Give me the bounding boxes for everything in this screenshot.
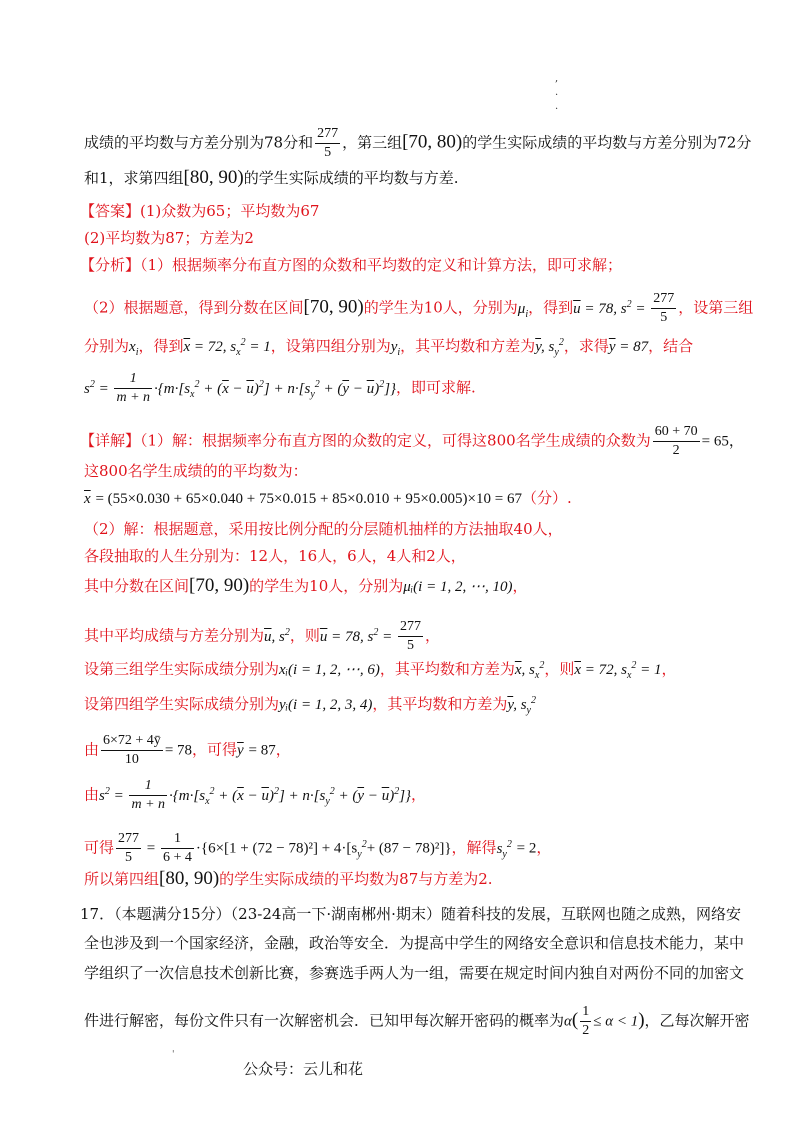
text: 件进行解密，每份文件只有一次解密机会．已知甲每次解开密码的概率为: [84, 1011, 565, 1030]
corner-marks: , . .: [555, 73, 559, 112]
text: ，第三组: [342, 133, 403, 152]
text: （1）解：根据频率分布直方图的众数的定义，可得这800名学生成绩的众数为: [140, 431, 651, 450]
interval-70-90: [70, 90): [189, 575, 250, 596]
question-line-1: [84, 125, 751, 162]
text: ，其平均数和方差为: [400, 337, 536, 355]
text: 各段抽取的人生分别为：12人，16人，6人，4人和2人，: [84, 547, 466, 565]
analysis-line-1: [80, 254, 622, 276]
analysis-label: 【分析】: [80, 256, 141, 274]
text: 其中平均成绩与方差分别为: [84, 626, 265, 645]
fraction-277-5: $\frac{277}{5}$: [317, 126, 339, 160]
text: （2）解：根据题意，采用按比例分配的分层随机抽样的方法抽取40人，: [84, 520, 563, 538]
text: 其中分数在区间: [84, 577, 190, 595]
problem-17-line-1: [80, 903, 741, 925]
text: 由: [84, 740, 100, 759]
text: 由: [84, 785, 100, 804]
mean-formula: = (55×0.030 + 65×0.040 + 75×0.015 + 85×0.010 + 95×0.005)×10 = 67: [95, 491, 522, 507]
answer-line-1: [80, 200, 319, 222]
footer-watermark: 公众号：云儿和花: [243, 1060, 364, 1078]
fraction-half: $\frac{1}{2}$: [582, 1004, 590, 1038]
text: ，其平均数和方差为: [372, 695, 508, 713]
answer-label: 【答案】: [80, 202, 141, 220]
text: ，设第三组: [678, 298, 754, 317]
analysis-line-3: 分别为$x_i$，得到$\overline{x} = 72$, $s_x^2 = 1$，设第四组分别为$y_i$，其平均数和方差为$\overline{y}$, $s_y^2$，求得$\overline{y} = 87$，结合: [84, 337, 694, 358]
equation: = 78: [164, 742, 193, 759]
text: 可得: [84, 838, 115, 857]
text: 全也涉及到一个国家经济，金融，政治等安全．为提高中学生的网络安全意识和信息技术能力，某中: [84, 934, 745, 952]
text: ，则: [544, 660, 575, 678]
text: ，得到: [138, 337, 184, 355]
text: ，其平均数和方差为: [379, 660, 515, 678]
detail-line-1: [80, 423, 744, 460]
text: 的学生实际成绩的平均数与方差分别为72分: [462, 133, 752, 152]
detail-line-13: [84, 868, 493, 890]
page-mark: ': [172, 1050, 175, 1060]
text: ，即可求解.: [396, 378, 476, 397]
detail-line-10: 由 $\frac{6\times 72 + 4ȳ}{10}$ = 78，可得$\overline{y} = 87$，: [84, 733, 291, 767]
interval-70-90: [70, 90): [303, 296, 364, 318]
text: 17．（本题满分15分）（23-24高一下·湖南郴州·期末）随着科技的发展，互联网也随之成熟，网络安: [80, 905, 741, 923]
detail-line-11: 由$s^2$ = $\frac{1}{m + n}$ $\cdot\{m\cdot[s_x^2 + (\overline{x} - \overline{u})^2] + n\cdot[s_y^2 + (\overline{y} - \overline{u})^2]\}$，: [84, 778, 427, 812]
text: ，结合: [648, 337, 694, 355]
text: 的学生为10人，分别为: [363, 298, 518, 317]
text: 学组织了一次信息技术创新比赛，参赛选手两人为一组，需要在规定时间内独自对两份不同的加密文: [84, 964, 745, 982]
text: 这800名学生成绩的的平均数为：: [84, 462, 308, 480]
problem-17-line-4: 件进行解密，每份文件只有一次解密机会．已知甲每次解开密码的概率为α( $\frac{1}{2}$ ≤ α < 1)，乙每次解开密: [84, 1004, 750, 1038]
text: 和1，求第四组: [84, 169, 184, 187]
text: 的学生实际成绩的平均数与方差.: [243, 169, 459, 187]
text: 所以第四组: [84, 870, 160, 888]
text: ，求得: [563, 337, 609, 355]
text: （2）根据题意，得到分数在区间: [84, 298, 304, 317]
interval-80-90: [80, 90): [183, 167, 244, 188]
mu-list: μᵢ(i = 1, 2, ⋯, 10): [403, 579, 513, 595]
text: ，解得: [451, 838, 497, 857]
fraction-277-5: $\frac{277}{5}$: [399, 619, 421, 653]
detail-line-3: $\overline{x} = (55\times 0.030 + 65\times 0.040 + 75\times 0.015 + 85\times 0.010 + 95\times 0.005)\times 10 = 67$（分）.: [84, 489, 572, 507]
equation: ·{6×[1 + (72 − 78)²] + 4·[s: [195, 840, 358, 857]
problem-17-line-2: [84, 932, 744, 954]
fraction-277-5: $\frac{277}{5}$: [118, 831, 140, 865]
analysis-line-2: （2）根据题意，得到分数在区间[70, 90)的学生为10人，分别为$\mu_i$，得到$\overline{u} = 78$, $s^2$ = $\frac{277}{5}$ ，设第三组: [84, 291, 754, 325]
text: ，: [512, 577, 528, 595]
fraction-1-mn: $\frac{1}{m + n}$: [131, 778, 166, 812]
x-list: xᵢ(i = 1, 2, ⋯, 6): [279, 662, 380, 678]
answer-1: (1)众数为65；平均数为67: [140, 202, 320, 220]
detail-line-2: [84, 460, 308, 482]
variance-value: = 2: [516, 840, 537, 857]
fraction-1-mn: $\frac{1}{m + n}$: [116, 371, 151, 405]
text: ，则: [289, 626, 320, 645]
interval-80-90: [80, 90): [159, 868, 220, 889]
text: 分别为: [84, 337, 130, 355]
text: 成绩的平均数与方差分别为78分和: [84, 133, 314, 152]
question-line-2: [84, 167, 458, 189]
detail-line-4: [84, 518, 563, 540]
detail-line-7: 其中平均成绩与方差分别为$\overline{u}$, $s^2$，则$\overline{u} = 78$, $s^2$ = $\frac{277}{5}$ ，: [84, 619, 440, 653]
y-list: yᵢ(i = 1, 2, 3, 4): [279, 697, 373, 713]
answer-2: (2)平均数为87；方差为2: [84, 229, 254, 247]
text: ，得到: [528, 298, 574, 317]
analysis-line-4: $s^2$ = $\frac{1}{m + n}$ $\cdot\{m\cdot[s_x^2 + (\overline{x} - \overline{u})^2] + n\cdot[s_y^2 + (\overline{y} - \overline{u})^2]\}$，即可求解.: [84, 371, 476, 405]
text: 设第三组学生实际成绩分别为: [84, 660, 280, 678]
text: ，乙每次解开密: [644, 1011, 750, 1030]
text: ，: [424, 626, 440, 645]
interval-70-80: [70, 80): [402, 131, 463, 153]
text: （分）.: [521, 489, 572, 507]
fraction-mean: $\frac{6\times 72 + 4ȳ}{10}$: [103, 733, 161, 767]
fraction-mode: $\frac{60 + 70}{2}$: [654, 424, 698, 458]
detail-line-9: 设第四组学生实际成绩分别为yᵢ(i = 1, 2, 3, 4)，其平均数和方差为$\overline{y}$, $s_y^2$: [84, 695, 536, 716]
answer-line-2: [84, 227, 254, 249]
detail-line-12: 可得 $\frac{277}{5}$ = $\frac{1}{6 + 4}$ $\cdot\{6\times[1 + (72 - 78)^2] + 4\cdot[s_y^2+ (87 - 78)^2]\}$，解得$s_y^2 = 2$，: [84, 831, 552, 865]
problem-17-line-3: [84, 962, 744, 984]
detail-line-6: [84, 575, 527, 598]
detail-line-5: [84, 545, 466, 567]
text: 设第四组学生实际成绩分别为: [84, 695, 280, 713]
text: 的学生实际成绩的平均数为87与方差为2.: [219, 870, 493, 888]
text: （1）根据频率分布直方图的众数和平均数的定义和计算方法，即可求解；: [140, 256, 623, 274]
y-mean-value: = 87: [248, 742, 276, 759]
detail-label: 【详解】: [80, 431, 141, 450]
text: ，可得: [192, 740, 238, 759]
text: ，设第四组分别为: [270, 337, 391, 355]
mode-value: = 65，: [701, 433, 744, 450]
fraction-1-10: $\frac{1}{6 + 4}$: [162, 831, 192, 865]
equation: + (87 − 78)²]}: [366, 840, 452, 857]
text: 的学生为10人，分别为: [249, 577, 404, 595]
detail-line-8: 设第三组学生实际成绩分别为xᵢ(i = 1, 2, ⋯, 6)，其平均数和方差为$\overline{x}$, $s_x^2$，则$\overline{x} = 72$, $s_x^2 = 1$，: [84, 660, 677, 681]
fraction-277-5: $\frac{277}{5}$: [653, 291, 675, 325]
